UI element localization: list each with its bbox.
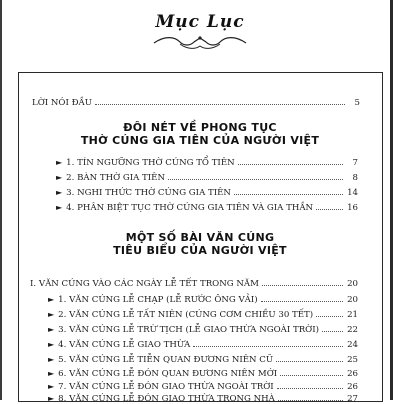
toc-entry-label: 1. TÍN NGƯỠNG THỜ CÚNG TỔ TIÊN xyxy=(66,158,235,168)
toc-entry-s2-2[interactable] xyxy=(48,309,358,320)
toc-entry-s1-3[interactable] xyxy=(56,187,358,198)
leader-dots xyxy=(322,324,343,332)
toc-entry-page: 26 xyxy=(347,369,358,379)
toc-entry-s2-8[interactable] xyxy=(48,393,358,404)
toc-entry-page: 20 xyxy=(347,279,358,289)
leader-dots xyxy=(261,294,343,302)
toc-entry-page: 27 xyxy=(347,394,358,404)
toc-entry-page: 22 xyxy=(347,325,358,335)
toc-entry-s2-4[interactable] xyxy=(48,339,358,350)
toc-entry-s2-7[interactable] xyxy=(48,381,358,392)
leader-dots xyxy=(316,309,343,317)
toc-entry-label: 3. NGHI THỨC THỜ CÚNG GIA TIÊN xyxy=(66,188,231,198)
toc-entry-s1-1[interactable] xyxy=(56,157,358,168)
toc-entry-page: 26 xyxy=(347,382,358,392)
leader-dots xyxy=(234,187,343,195)
toc-entry-page: 14 xyxy=(347,188,358,198)
toc-entry-page: 16 xyxy=(347,203,358,213)
toc-entry-label: I. VĂN CÚNG VÀO CÁC NGÀY LỄ TẾT TRONG NĂM xyxy=(30,279,259,289)
toc-entry-subsection-1[interactable] xyxy=(30,278,358,289)
toc-entry-label: 4. PHÂN BIỆT TỤC THỜ CÚNG GIA TIÊN VÀ GIA THẦN xyxy=(66,203,314,213)
arrow-bullet-icon: ► xyxy=(48,382,55,391)
leader-dots xyxy=(238,157,343,165)
toc-entry-s1-2[interactable] xyxy=(56,172,358,183)
right-frame-line xyxy=(390,0,393,400)
arrow-bullet-icon: ► xyxy=(48,394,55,403)
section2-title-line2: TIÊU BIỂU CỦA NGƯỜI VIỆT xyxy=(113,244,287,257)
toc-entry-s2-1[interactable] xyxy=(48,294,358,305)
arrow-bullet-icon: ► xyxy=(48,325,55,334)
section1-title-line1: ĐÔI NÉT VỀ PHONG TỤC xyxy=(123,121,277,134)
arrow-bullet-icon: ► xyxy=(56,173,63,182)
toc-entry-page: 25 xyxy=(347,355,358,365)
flourish-ornament-icon xyxy=(150,34,250,52)
arrow-bullet-icon: ► xyxy=(48,355,55,364)
toc-entry-s1-4[interactable] xyxy=(56,202,358,213)
toc-entry-label: 3. VĂN CÚNG LỄ TRỪ TỊCH (LỄ GIAO THỪA NGOÀI TRỜI) xyxy=(58,325,319,335)
toc-entry-label: 4. VĂN CÚNG LỄ GIAO THỪA xyxy=(58,340,191,350)
leader-dots xyxy=(168,172,343,180)
toc-entry-label: 5. VĂN CÚNG LỄ TIỄN QUAN ĐƯƠNG NIÊN CŨ xyxy=(58,355,274,365)
toc-entry-page: 21 xyxy=(347,310,358,320)
toc-entry-s2-6[interactable] xyxy=(48,368,358,379)
toc-heading: Mục Lục xyxy=(155,12,245,32)
leader-dots xyxy=(95,97,345,105)
toc-entry-page: 20 xyxy=(347,295,358,305)
leader-dots xyxy=(316,202,343,210)
arrow-bullet-icon: ► xyxy=(48,295,55,304)
leader-dots xyxy=(276,354,343,362)
arrow-bullet-icon: ► xyxy=(56,158,63,167)
leader-dots xyxy=(262,278,343,286)
toc-entry-label: 6. VĂN CÚNG LỄ ĐÓN QUAN ĐƯƠNG NIÊN MỚI xyxy=(58,369,278,379)
toc-entry-label: 2. BÀN THỜ GIA TIÊN xyxy=(66,173,165,183)
toc-entry-label: LỜI NÓI ĐẦU xyxy=(32,98,92,108)
leader-dots xyxy=(277,381,343,389)
toc-entry-label: 7. VĂN CÚNG LỄ ĐÓN GIAO THỪA NGOÀI TRỜI xyxy=(58,382,274,392)
toc-entry-page: 24 xyxy=(347,340,358,350)
section2-title-line1: MỘT SỐ BÀI VĂN CÚNG xyxy=(125,231,275,244)
leader-dots xyxy=(193,339,343,347)
toc-entry-label: 1. VĂN CÚNG LỄ CHẠP (LỄ RƯỚC ÔNG VẢI) xyxy=(58,295,258,305)
toc-entry-label: 2. VĂN CÚNG LỄ TẤT NIÊN (CÚNG CƠM CHIỀU 30 TẾT) xyxy=(58,310,314,320)
toc-entry-s2-5[interactable] xyxy=(48,354,358,365)
leader-dots xyxy=(280,368,343,376)
arrow-bullet-icon: ► xyxy=(48,310,55,319)
toc-entry-page: 5 xyxy=(354,98,360,108)
arrow-bullet-icon: ► xyxy=(48,369,55,378)
toc-entry-page: 8 xyxy=(352,173,358,183)
arrow-bullet-icon: ► xyxy=(56,188,63,197)
toc-entry-label: 8. VĂN CÚNG LỄ ĐÓN GIAO THỪA TRONG NHÀ xyxy=(58,394,275,404)
arrow-bullet-icon: ► xyxy=(48,340,55,349)
toc-entry-intro[interactable] xyxy=(32,97,360,108)
toc-entry-page: 7 xyxy=(352,158,358,168)
page-edge-line xyxy=(0,0,2,400)
toc-entry-s2-3[interactable] xyxy=(48,324,358,335)
arrow-bullet-icon: ► xyxy=(56,203,63,212)
section1-title-line2: THỜ CÚNG GIA TIÊN CỦA NGƯỜI VIỆT xyxy=(80,134,320,147)
